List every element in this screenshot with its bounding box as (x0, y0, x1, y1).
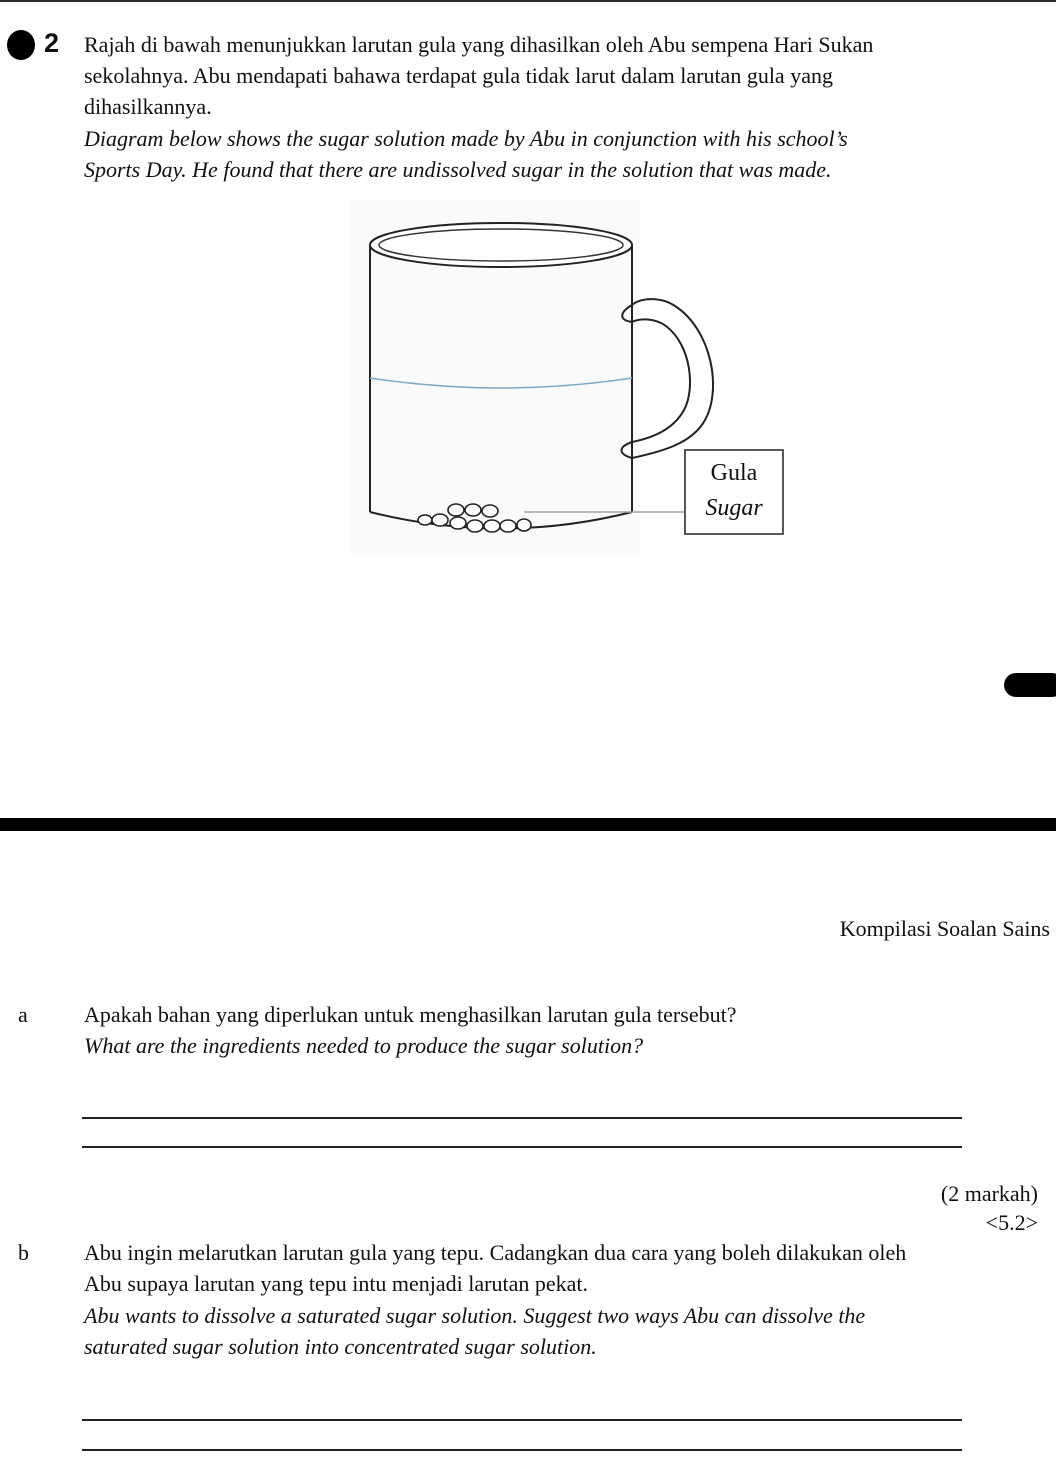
label-gula: Gula (710, 460, 758, 486)
intro-ms-line: Rajah di bawah menunjukkan larutan gula yang dihasilkan oleh Abu sempena Hari Sukan (84, 32, 874, 57)
intro-en-line: Sports Day. He found that there are undissolved sugar in the solution that was made. (84, 157, 832, 182)
part-b-en-line: saturated sugar solution into concentrated sugar solution. (84, 1334, 597, 1359)
part-b-en (84, 1300, 865, 1362)
answer-line (82, 1449, 962, 1451)
question-intro-ms (84, 29, 873, 122)
part-a-ms: Apakah bahan yang diperlukan untuk menghasilkan larutan gula tersebut? (84, 1002, 737, 1027)
part-b-en-line: Abu wants to dissolve a saturated sugar solution. Suggest two ways Abu can dissolve the (84, 1303, 866, 1328)
answer-line (82, 1146, 962, 1148)
intro-ms-line: dihasilkannya. (84, 94, 212, 119)
scan-blot (7, 30, 35, 60)
part-b-ms-line: Abu supaya larutan yang tepu intu menjadi larutan pekat. (84, 1271, 589, 1296)
part-a-letter: a (18, 1002, 28, 1027)
question-number: 2 (44, 28, 60, 58)
intro-en-line: Diagram below shows the sugar solution made by Abu in conjunction with his school’s (84, 126, 848, 151)
page-header: Kompilasi Soalan Sains (839, 916, 1050, 941)
top-rule (0, 0, 1056, 2)
mug-diagram (340, 200, 810, 560)
part-b-ms-line: Abu ingin melarutkan larutan gula yang tepu. Cadangkan dua cara yang boleh dilakukan oleh (84, 1240, 907, 1265)
label-sugar: Sugar (705, 495, 763, 521)
answer-line (82, 1419, 962, 1421)
page-separator (0, 818, 1056, 831)
scan-blot-right (1004, 673, 1056, 697)
part-b-ms (84, 1237, 906, 1299)
part-a-code: <5.2> (985, 1210, 1038, 1235)
part-a-en: What are the ingredients needed to produce the sugar solution? (84, 1033, 644, 1058)
question-intro-en (84, 123, 848, 185)
part-a-marks: (2 markah) (940, 1181, 1038, 1206)
intro-ms-line: sekolahnya. Abu mendapati bahawa terdapat gula tidak larut dalam larutan gula yang (84, 63, 833, 88)
answer-line (82, 1117, 962, 1119)
part-b-letter: b (18, 1240, 29, 1265)
